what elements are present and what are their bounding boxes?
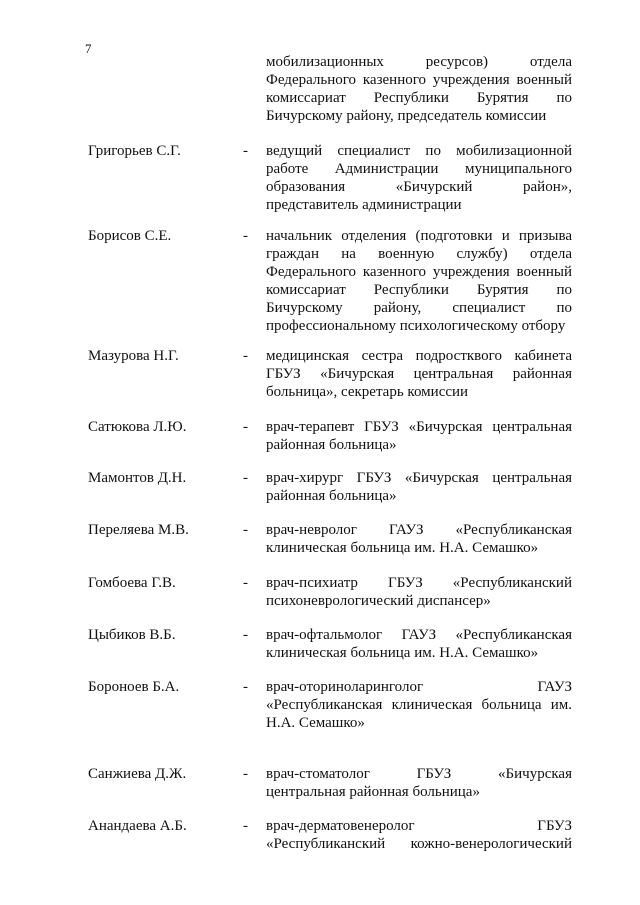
role-line: врач-офтальмолог ГАУЗ «Республиканская	[266, 627, 572, 643]
role-line: Н.А. Семашко»	[266, 715, 365, 731]
role-line: Бичурскому району, специалист по	[266, 300, 572, 316]
page-number: 7	[85, 41, 92, 56]
intro-role-continuation	[266, 53, 572, 125]
member-role	[266, 418, 572, 454]
member-name: Бороноев Б.А.	[88, 679, 180, 695]
member-name: Сатюкова Л.Ю.	[88, 419, 187, 435]
role-line: врач-хирург ГБУЗ «Бичурская центральная	[266, 470, 572, 486]
role-line: больница», секретарь комиссии	[266, 384, 469, 400]
role-line: районная больница»	[266, 488, 397, 504]
dash-separator: -	[243, 627, 248, 643]
role-line: образования «Бичурский район»,	[266, 179, 572, 195]
dash-separator: -	[243, 522, 248, 538]
role-line: центральная районная больница»	[266, 784, 480, 800]
dash-separator: -	[243, 679, 248, 695]
role-line: ГБУЗ «Бичурская центральная районная	[266, 366, 572, 382]
role-line: врач-оториноларинголог ГАУЗ	[266, 679, 572, 695]
role-line: ведущий специалист по мобилизационной	[266, 143, 572, 159]
dash-separator: -	[243, 143, 248, 159]
role-line: «Республиканская клиническая больница им.	[266, 697, 572, 713]
dash-separator: -	[243, 575, 248, 591]
member-role	[266, 678, 572, 732]
role-line: работе Администрации муниципального	[266, 161, 572, 177]
member-name: Гомбоева Г.В.	[88, 575, 176, 591]
dash-separator: -	[243, 419, 248, 435]
member-name: Санжиева Д.Ж.	[88, 766, 187, 782]
member-name: Григорьев С.Г.	[88, 143, 181, 159]
member-name: Борисов С.Е.	[88, 228, 172, 244]
role-line: комиссариат Республики Бурятия по	[266, 90, 572, 106]
member-role	[266, 347, 572, 401]
role-line: «Республиканский кожно-венерологический	[266, 836, 572, 852]
dash-separator: -	[243, 228, 248, 244]
role-line: граждан на военную службу) отдела	[266, 246, 572, 262]
member-role	[266, 574, 572, 610]
role-line: начальник отделения (подготовки и призыва	[266, 228, 572, 244]
member-role	[266, 469, 572, 505]
member-name: Переляева М.В.	[88, 522, 189, 538]
role-line: врач-терапевт ГБУЗ «Бичурская центральная	[266, 419, 572, 435]
member-role	[266, 765, 572, 801]
role-line: врач-невролог ГАУЗ «Республиканская	[266, 522, 572, 538]
role-line: клиническая больница им. Н.А. Семашко»	[266, 540, 539, 556]
role-line: Федерального казенного учреждения военный	[266, 72, 572, 88]
role-line: Федерального казенного учреждения военный	[266, 264, 572, 280]
role-line: представитель администрации	[266, 197, 462, 213]
dash-separator: -	[243, 818, 248, 834]
role-line: районная больница»	[266, 437, 397, 453]
role-line: мобилизационных ресурсов) отдела	[266, 54, 572, 70]
dash-separator: -	[243, 348, 248, 364]
role-line: психоневрологический диспансер»	[266, 593, 491, 609]
role-line: клиническая больница им. Н.А. Семашко»	[266, 645, 539, 661]
member-name: Цыбиков В.Б.	[88, 627, 176, 643]
role-line: профессиональному психологическому отбору	[266, 318, 566, 334]
dash-separator: -	[243, 766, 248, 782]
member-role	[266, 227, 572, 335]
member-role	[266, 521, 572, 557]
member-role	[266, 817, 572, 853]
dash-separator: -	[243, 470, 248, 486]
role-line: комиссариат Республики Бурятия по	[266, 282, 572, 298]
member-name: Мазурова Н.Г.	[88, 348, 179, 364]
role-line: врач-дерматовенеролог ГБУЗ	[266, 818, 572, 834]
role-line: врач-психиатр ГБУЗ «Республиканский	[266, 575, 572, 591]
member-name: Анандаева А.Б.	[88, 818, 187, 834]
role-line: Бичурскому району, председатель комиссии	[266, 108, 547, 124]
member-role	[266, 142, 572, 214]
member-name: Мамонтов Д.Н.	[88, 470, 187, 486]
role-line: медицинская сестра подростквого кабинета	[266, 348, 572, 364]
member-role	[266, 626, 572, 662]
role-line: врач-стоматолог ГБУЗ «Бичурская	[266, 766, 572, 782]
